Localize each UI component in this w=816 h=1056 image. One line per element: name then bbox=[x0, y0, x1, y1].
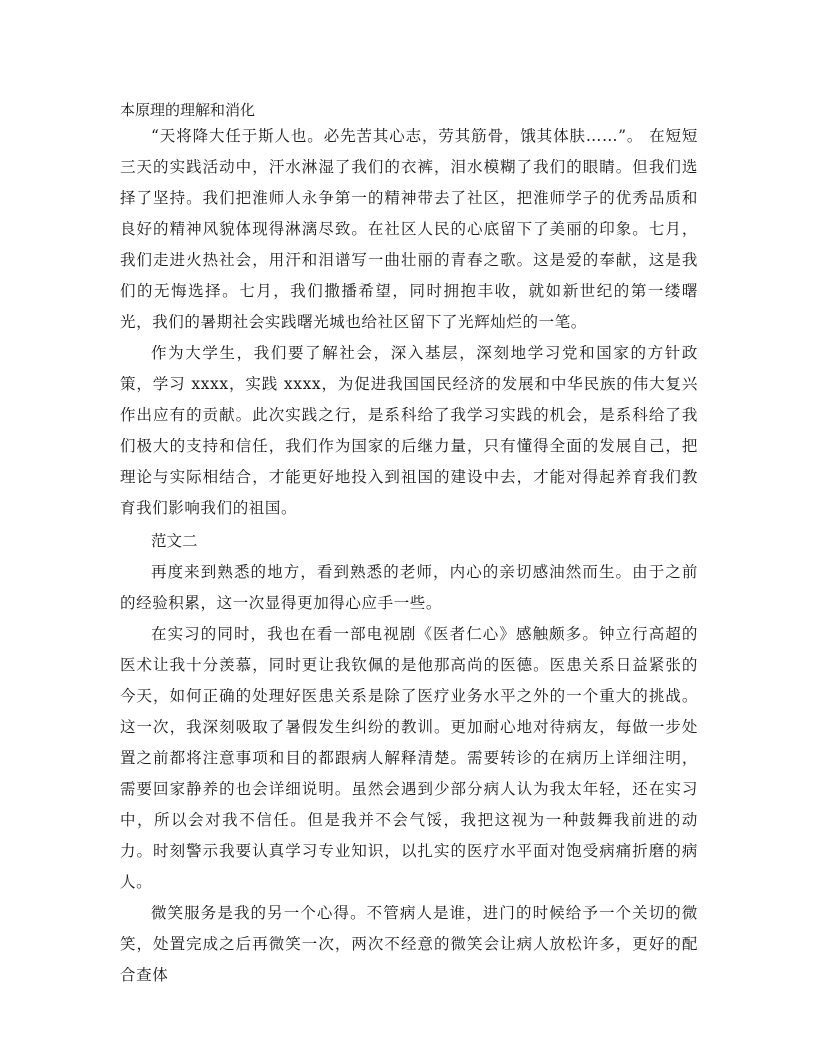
section-heading: 范文二 bbox=[151, 532, 198, 550]
paragraph-2: 作为大学生，我们要了解社会，深入基层，深刻地学习党和国家的方针政策，学习 xxxx，实践 xxxx，为促进我国国民经济的发展和中华民族的伟大复兴作出应有的贡献。此次实践之行，是系科给了我学习实践的机会，是系科给了我们极大的支持和信任，我们作为国家的后继力量，只有懂得全面的发展自己，把理论与实际相结合，才能更好地投入到祖国的建设中去，才能对得起养育我们教育我们影响我们的祖国。 bbox=[120, 344, 698, 517]
fragment-line: 本原理的理解和消化 bbox=[120, 101, 256, 119]
paragraph-4: 在实习的同时，我也在看一部电视剧《医者仁心》感触颇多。钟立行高超的医术让我十分羡慕，同时更让我钦佩的是他那高尚的医德。医患关系日益紧张的今天，如何正确的处理好医患关系是除了医疗业务水平之外的一个重大的挑战。这一次，我深刻吸取了暑假发生纠纷的教训。更加耐心地对待病友，每做一步处置之前都将注意事项和目的都跟病人解释清楚。需要转诊的在病历上详细注明，需要回家静养的也会详细说明。虽然会遇到少部分病人认为我太年轻，还在实习中，所以会对我不信任。但是我并不会气馁，我把这视为一种鼓舞我前进的动力。时刻警示我要认真学习专业知识，以扎实的医疗水平面对饱受病痛折磨的病人。 bbox=[120, 625, 698, 891]
paragraph-5: 微笑服务是我的另一个心得。不管病人是谁，进门的时候给予一个关切的微笑，处置完成之后再微笑一次，两次不经意的微笑会让病人放松许多，更好的配合查体 bbox=[120, 904, 698, 984]
paragraph-1: “天将降大任于斯人也。必先苦其心志，劳其筋骨，饿其体肤……”。 在短短三天的实践活动中，汗水淋湿了我们的衣裤，泪水模糊了我们的眼睛。但我们选择了坚持。我们把淮师人永争第一的精神带去了社区，把淮师学子的优秀品质和良好的精神风貌体现得淋漓尽致。在社区人民的心底留下了美丽的印象。七月，我们走进火热社会，用汗和泪谱写一曲壮丽的青春之歌。这是爱的奉献，这是我们的无悔选择。七月，我们撒播希望，同时拥抱丰收，就如新世纪的第一缕曙光，我们的暑期社会实践曙光城也给社区留下了光辉灿烂的一笔。 bbox=[120, 127, 698, 331]
document-page bbox=[120, 88, 698, 991]
paragraph-3: 再度来到熟悉的地方，看到熟悉的老师，内心的亲切感油然而生。由于之前的经验积累，这一次显得更加得心应手一些。 bbox=[120, 563, 698, 612]
